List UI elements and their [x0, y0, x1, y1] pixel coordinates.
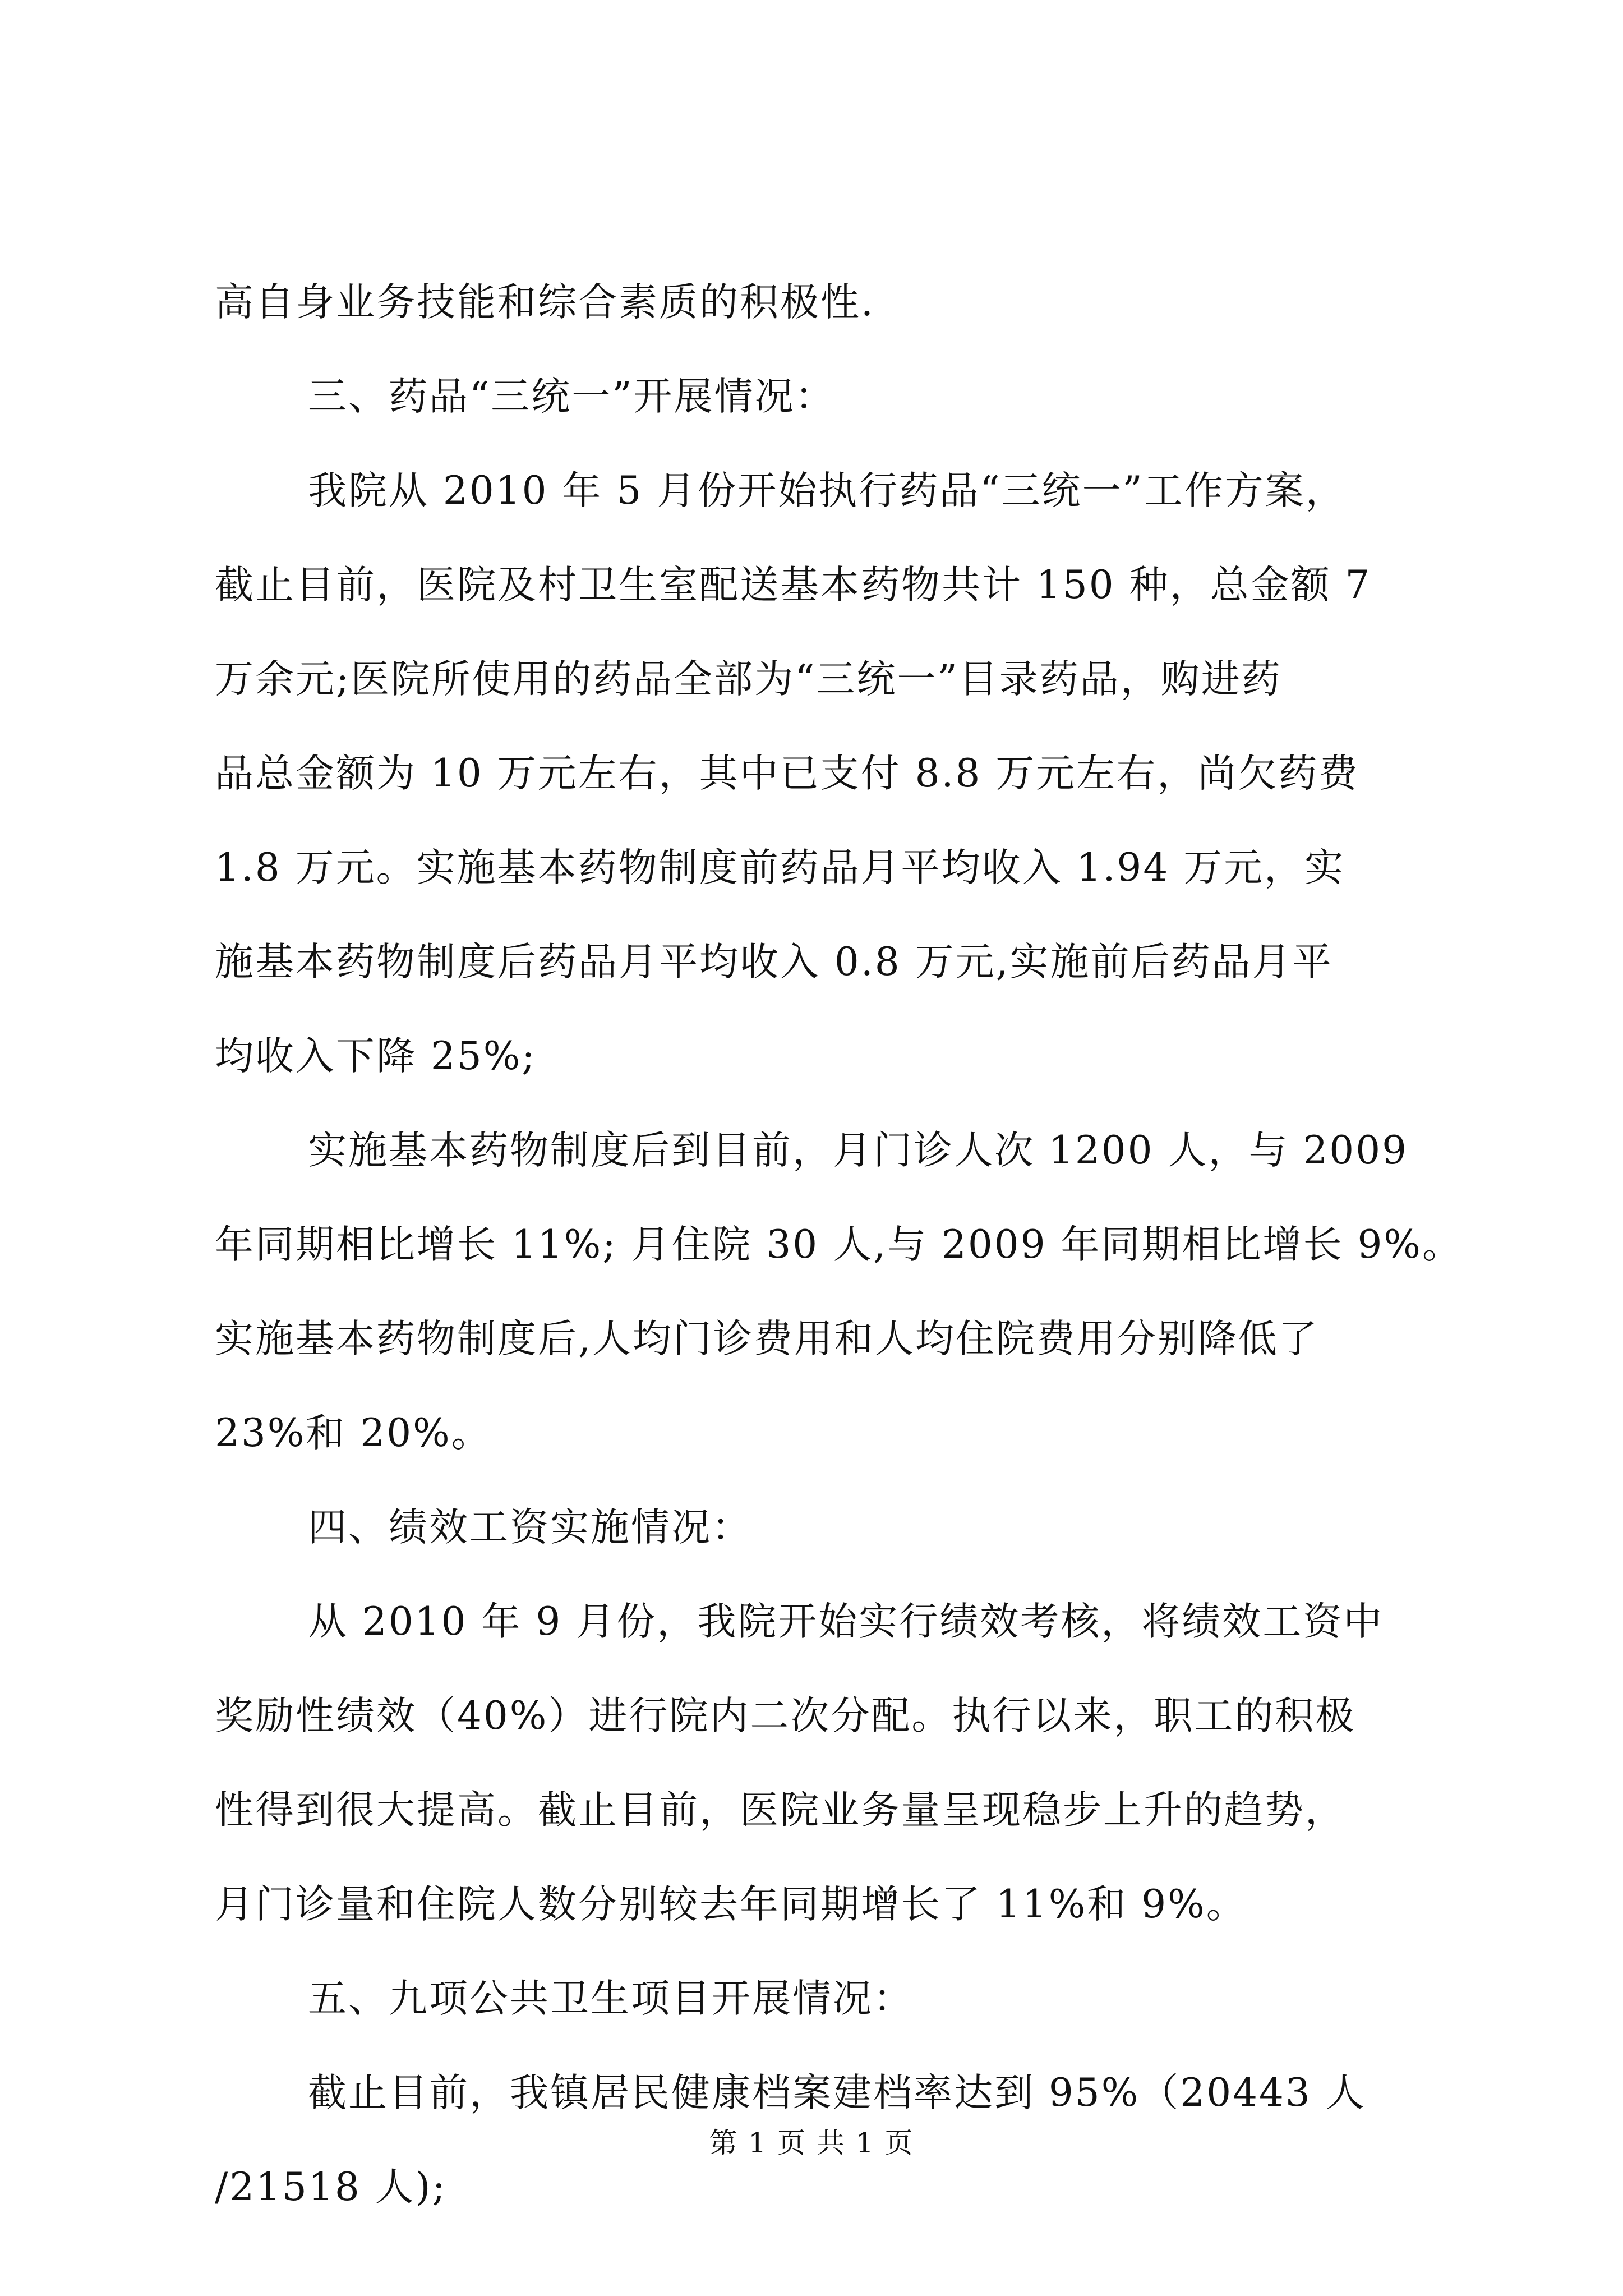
paragraph-first-line: 截止目前，我镇居民健康档案建档率达到 95%（20443 人	[308, 2070, 1366, 2115]
text-line: 性得到很大提高。截止目前，医院业务量呈现稳步上升的趋势，	[215, 1788, 1345, 1833]
paragraph-first-line: 我院从 2010 年 5 月份开始执行药品“三统一”工作方案，	[308, 468, 1346, 513]
text-line: 23%和 20%。	[215, 1411, 492, 1456]
text-line: 月门诊量和住院人数分别较去年同期增长了 11%和 9%。	[215, 1882, 1247, 1927]
text-line: 1.8 万元。实施基本药物制度前药品月平均收入 1.94 万元，实	[215, 845, 1345, 890]
section-heading: 四、绩效工资实施情况：	[308, 1505, 752, 1550]
text-line: /21518 人);	[215, 2165, 447, 2210]
paragraph-first-line: 从 2010 年 9 月份，我院开始实行绩效考核，将绩效工资中	[308, 1599, 1384, 1644]
document-body	[215, 255, 1463, 2234]
text-line: 均收入下降 25%;	[215, 1034, 537, 1079]
paragraph-first-line: 实施基本药物制度后到目前，月门诊人次 1200 人，与 2009	[308, 1128, 1408, 1173]
text-line: 截止目前，医院及村卫生室配送基本药物共计 150 种，总金额 7	[215, 563, 1372, 608]
text-line: 品总金额为 10 万元左右，其中已支付 8.8 万元左右，尚欠药费	[215, 751, 1359, 796]
text-line: 实施基本药物制度后,人均门诊费用和人均住院费用分别降低了	[215, 1317, 1319, 1361]
text-line: 万余元;医院所使用的药品全部为“三统一”目录药品，购进药	[215, 657, 1282, 702]
text-line: 高自身业务技能和综合素质的积极性.	[215, 280, 875, 325]
section-heading: 三、药品“三统一”开展情况：	[308, 374, 836, 419]
page-footer: 第 1 页 共 1 页	[709, 2127, 914, 2159]
section-heading: 五、九项公共卫生项目开展情况：	[308, 1976, 914, 2021]
text-line: 年同期相比增长 11%; 月住院 30 人,与 2009 年同期相比增长 9%。	[215, 1222, 1463, 1267]
text-line: 施基本药物制度后药品月平均收入 0.8 万元,实施前后药品月平	[215, 940, 1333, 984]
text-line: 奖励性绩效（40%）进行院内二次分配。执行以来，职工的积极	[215, 1694, 1356, 1738]
